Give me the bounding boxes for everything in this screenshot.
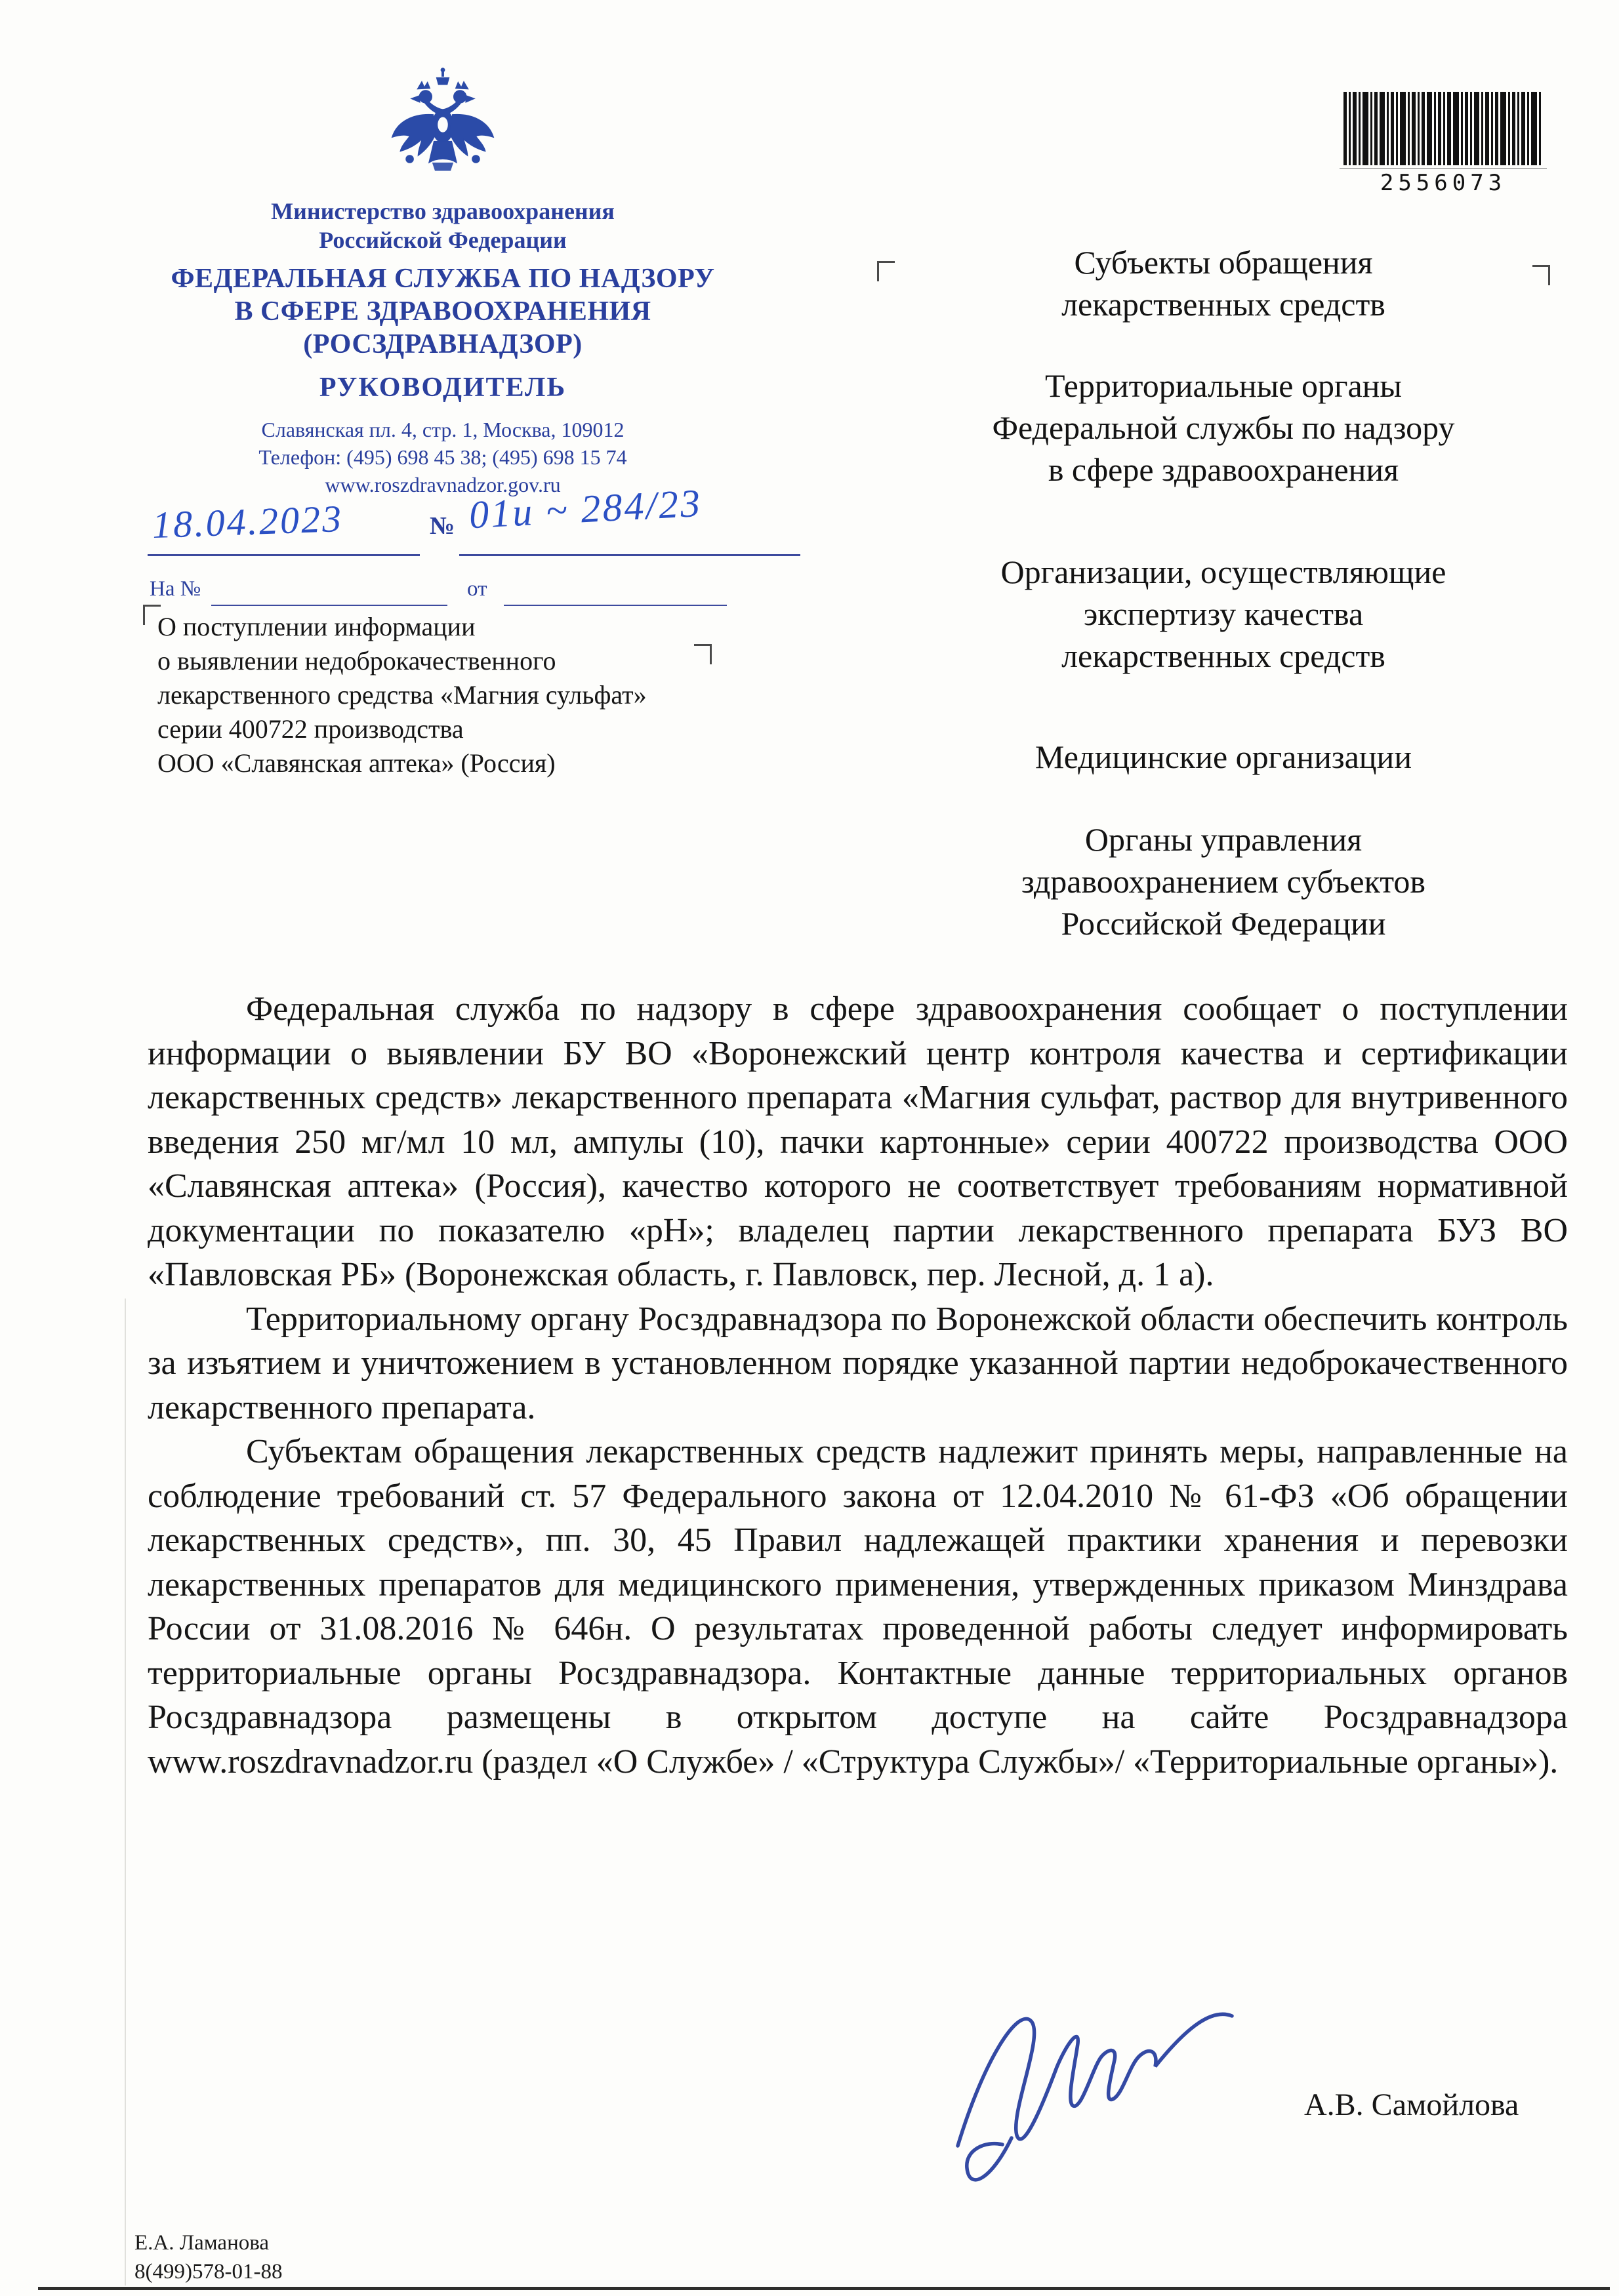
recipient-line: экспертизу качества	[1083, 595, 1364, 632]
handwritten-date: 18.04.2023	[151, 496, 344, 547]
barcode	[1340, 92, 1547, 196]
executor-phone: 8(499)578-01-88	[134, 2260, 283, 2284]
letter-subject	[157, 610, 748, 780]
incoming-date-blank	[504, 605, 727, 606]
date-underline	[148, 554, 420, 556]
handwritten-signature	[932, 1981, 1246, 2197]
scan-edge-artifact	[125, 1299, 126, 2286]
executor-name: Е.А. Ламанова	[134, 2231, 270, 2255]
recipient-line: в сфере здравоохранения	[1048, 451, 1399, 488]
agency-website: www.roszdravnadzor.gov.ru	[325, 473, 561, 496]
subject-line: серии 400722 производства	[157, 714, 464, 744]
recipient-group	[912, 818, 1535, 944]
agency-phone: Телефон: (495) 698 45 38; (495) 698 15 74	[258, 445, 627, 469]
agency-name-line1: ФЕДЕРАЛЬНАЯ СЛУЖБА ПО НАДЗОРУ	[171, 264, 715, 294]
ministry-name-line2: Российской Федерации	[319, 227, 567, 253]
scan-edge-artifact	[38, 2287, 1610, 2290]
recipient-line: Организации, осуществляющие	[1000, 554, 1446, 590]
recipient-line: здравоохранением субъектов	[1021, 863, 1426, 900]
recipient-corner-mark-left	[877, 261, 895, 281]
signer-name: А.В. Самойлова	[1304, 2087, 1519, 2122]
ministry-name-line1: Министерство здравоохранения	[271, 198, 615, 224]
barcode-bars	[1343, 92, 1543, 165]
recipient-group	[912, 241, 1535, 325]
letterhead	[121, 197, 764, 498]
recipient-line: Медицинские организации	[1035, 738, 1412, 775]
handwritten-outgoing-number: 01и ~ 284/23	[468, 481, 703, 537]
number-underline	[459, 554, 800, 556]
incoming-date-label: от	[467, 577, 487, 601]
number-sign: №	[430, 512, 455, 540]
recipient-line: Субъекты обращения	[1074, 244, 1373, 281]
incoming-number-blank	[211, 605, 447, 606]
recipient-line: Территориальные органы	[1044, 367, 1403, 404]
recipient-line: Органы управления	[1084, 821, 1363, 858]
incoming-number-label: На №	[150, 577, 201, 601]
subject-line: ООО «Славянская аптека» (Россия)	[157, 748, 556, 778]
recipient-line: Российской Федерации	[1061, 905, 1386, 942]
letter-body	[148, 987, 1568, 1784]
recipient-group	[912, 365, 1535, 491]
body-paragraph: Федеральная служба по надзору в сфере здравоохранения сообщает о поступлении информации о выявлении БУ ВО «Воронежский центр контроля качества и сертификации лекарственных средств» лекарственного препарата «Магния сульфат, раствор для внутривенного введения 250 мг/мл 10 мл, ампулы (10), пачки картонные» серии 400722 производства ООО «Славянская аптека» (Россия), качество которого не соответствует требованиям нормативной документации по показателю «рН»; владелец партии лекарственного препарата БУЗ ВО «Павловская РБ» (Воронежская область, г. Павловск, пер. Лесной, д. 1 а).	[148, 990, 1568, 1293]
subject-line: лекарственного средства «Магния сульфат»	[157, 680, 647, 710]
body-paragraph: Территориальному органу Росздравнадзора по Воронежской области обеспечить контроль за изъятием и уничтожением в установленном порядке указанной партии недоброкачественного лекарственного препарата.	[148, 1300, 1568, 1426]
barcode-number: 2556073	[1340, 168, 1547, 196]
recipient-corner-mark-right	[1532, 265, 1550, 285]
body-paragraph: Субъектам обращения лекарственных средств надлежит принять меры, направленные на соблюдение требований ст. 57 Федерального закона от 12.04.2010 № 61-ФЗ «Об обращении лекарственных средств», пп. 30, 45 Правил надлежащей практики хранения и перевозки лекарственных препаратов для медицинского применения, утвержденных приказом Минздрава России от 31.08.2016 № 646н. О результатах проведенной работы следует информировать территориальные органы Росздравнадзора. Контактные данные территориальных органов Росздравнадзора размещены в открытом доступе на сайте Росздравнадзора www.roszdravnadzor.ru (раздел «О Службе» / «Структура Службы»/ «Территориальные органы»).	[148, 1433, 1568, 1781]
agency-name-line2: В СФЕРЕ ЗДРАВООХРАНЕНИЯ	[234, 296, 651, 327]
coat-of-arms-icon	[379, 63, 506, 191]
recipient-line: Федеральной службы по надзору	[992, 409, 1455, 446]
agency-name-line3: (РОСЗДРАВНАДЗОР)	[303, 329, 583, 359]
subject-line: о выявлении недоброкачественного	[157, 646, 556, 675]
recipient-line: лекарственных средств	[1061, 637, 1385, 674]
signer-role: РУКОВОДИТЕЛЬ	[319, 373, 567, 403]
subject-line: О поступлении информации	[157, 612, 476, 641]
recipient-group	[912, 551, 1535, 677]
agency-address: Славянская пл. 4, стр. 1, Москва, 109012	[261, 418, 625, 441]
executor-block	[134, 2228, 282, 2286]
recipient-group	[912, 736, 1535, 778]
recipient-line: лекарственных средств	[1061, 286, 1385, 323]
